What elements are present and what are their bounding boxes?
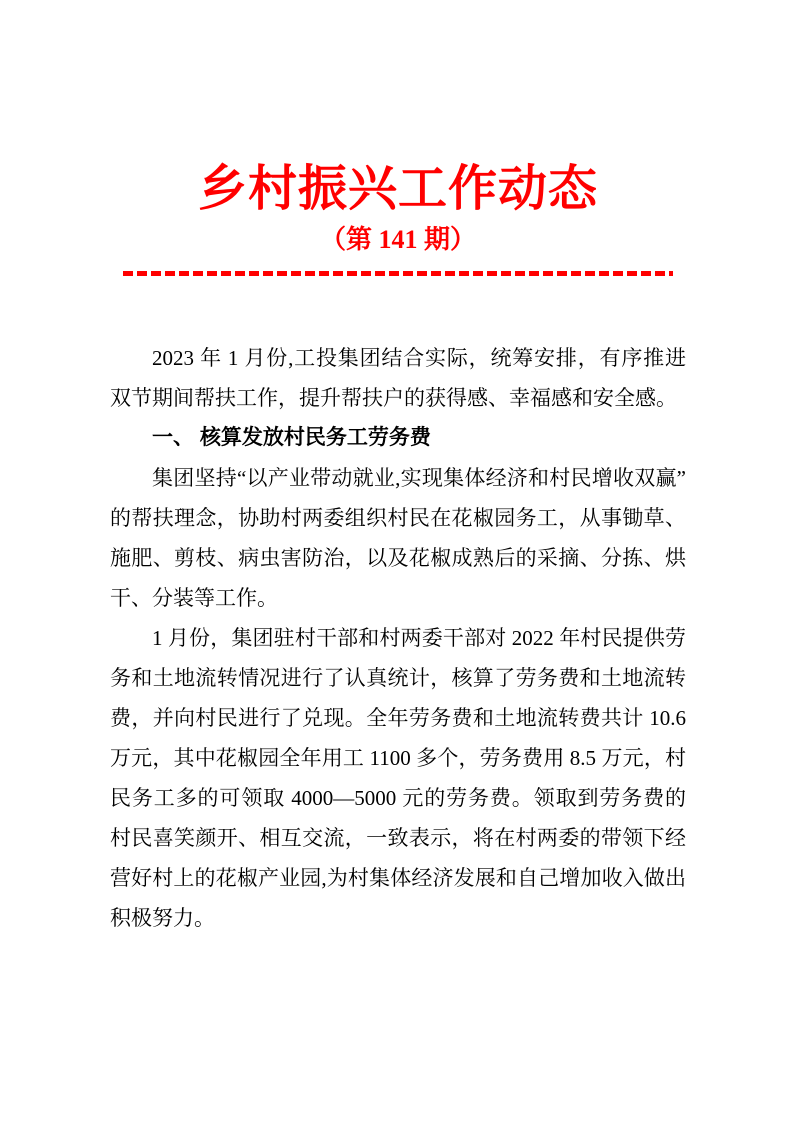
issue-number: （第 141 期） [319, 224, 476, 254]
document-body [110, 338, 686, 938]
paragraph-payment: 1 月份，集团驻村干部和村两委干部对 2022 年村民提供劳务和土地流转情况进行了认真统计，核算了劳务费和土地流转费，并向村民进行了兑现。全年劳务费和土地流转费共计 10.6 万元，其中花椒园全年用工 1100 多个，劳务费用 8.5 万元，村民务工多的可领取 4000—5000 元的劳务费。领取到劳务费的村民喜笑颜开、相互交流，一致表示，将在村两委的带领下经营好村上的花椒产业园,为村集体经济发展和自己增加收入做出积极努力。 [110, 626, 686, 931]
doc-title: 乡村振兴工作动态 [197, 161, 598, 216]
paragraph-policy: 集团坚持“以产业带动就业,实现集体经济和村民增收双赢”的帮扶理念，协助村两委组织村民在花椒园务工，从事锄草、施肥、剪枝、病虫害防治，以及花椒成熟后的采摘、分拣、烘干、分装等工作。 [110, 466, 686, 611]
dashed-separator [123, 271, 673, 276]
masthead [110, 0, 686, 276]
paragraph-intro: 2023 年 1 月份,工投集团结合实际，统筹安排，有序推进双节期间帮扶工作，提升帮扶户的获得感、幸福感和安全感。 [110, 346, 686, 411]
section-heading-1: 一、 核算发放村民务工劳务费 [152, 426, 431, 450]
